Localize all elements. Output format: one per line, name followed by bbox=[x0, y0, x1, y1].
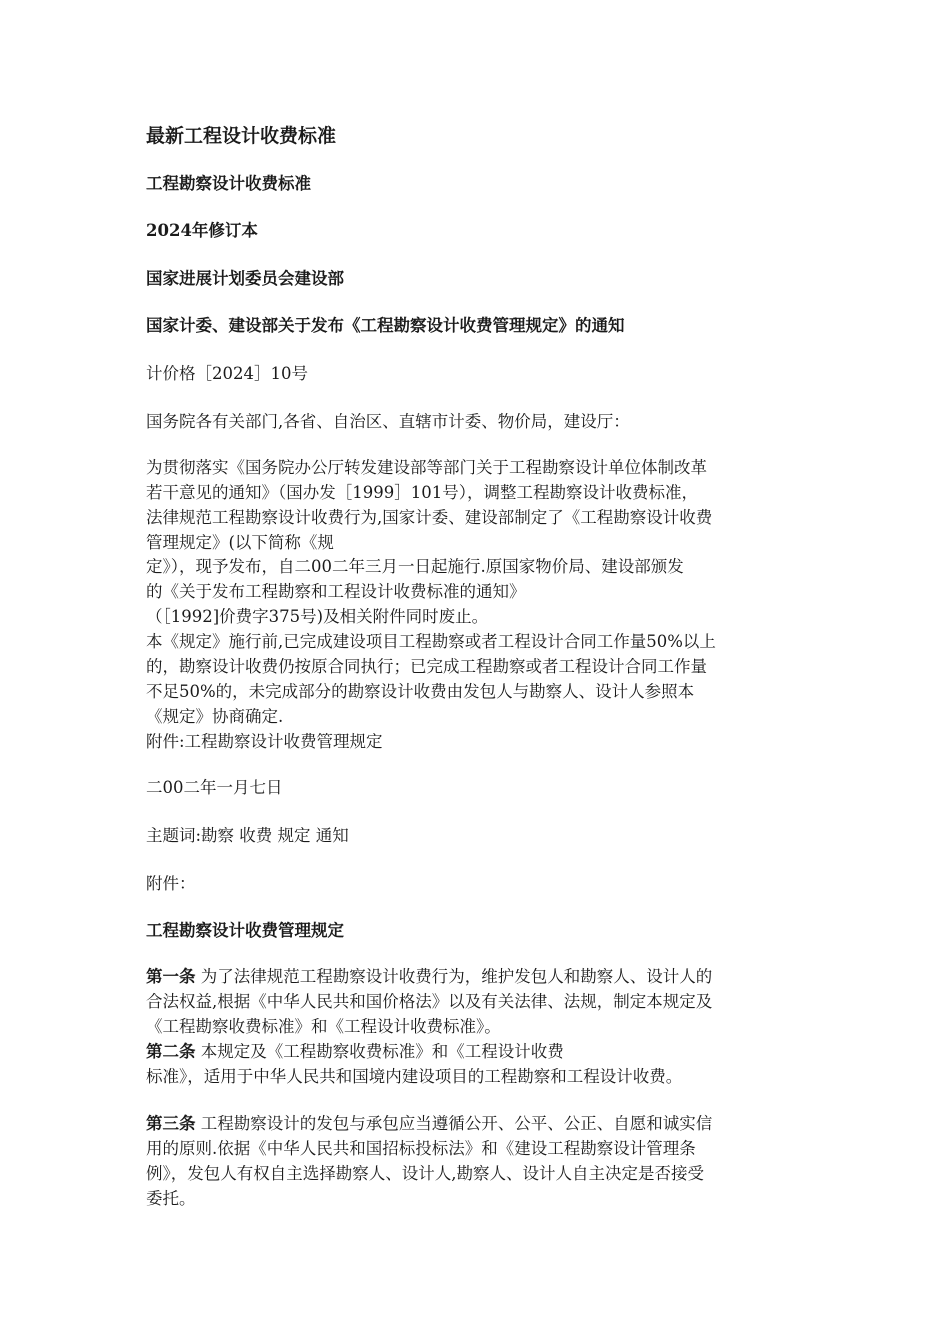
notice-body-line: 管理规定》(以下简称《规 bbox=[146, 533, 334, 552]
article-3-line: 例》，发包人有权自主选择勘察人、设计人,勘察人、设计人自主决定是否接受 bbox=[146, 1164, 704, 1183]
article-1-line bbox=[146, 965, 712, 989]
notice-body-line: 本《规定》施行前,已完成建设项目工程勘察或者工程设计合同工作量50%以上 bbox=[146, 632, 716, 651]
article-2-line: 标准》，适用于中华人民共和国境内建设项目的工程勘察和工程设计收费。 bbox=[146, 1067, 683, 1086]
notice-body-line: 的《关于发布工程勘察和工程设计收费标准的通知》 bbox=[146, 582, 526, 601]
notice-body-line: （［1992]价费字375号)及相关附件同时废止。 bbox=[146, 607, 489, 626]
regulation-title: 工程勘察设计收费管理规定 bbox=[146, 921, 344, 940]
article-text: 本规定及《工程勘察收费标准》和《工程设计收费 bbox=[195, 1042, 564, 1061]
subtitle: 工程勘察设计收费标准 bbox=[146, 174, 311, 193]
attachment-label: 附件： bbox=[146, 874, 196, 893]
article-3-line: 委托。 bbox=[146, 1189, 196, 1208]
notice-title: 国家计委、建设部关于发布《工程勘察设计收费管理规定》的通知 bbox=[146, 316, 625, 335]
notice-date: 二00二年一月七日 bbox=[146, 778, 283, 797]
article-3-line bbox=[146, 1112, 712, 1136]
article-text: 工程勘察设计的发包与承包应当遵循公开、公平、公正、自愿和诚实信 bbox=[195, 1114, 713, 1133]
keywords: 主题词:勘察 收费 规定 通知 bbox=[146, 826, 349, 845]
addressees: 国务院各有关部门,各省、自治区、直辖市计委、物价局，建设厅： bbox=[146, 412, 630, 431]
edition-label: 2024年修订本 bbox=[146, 221, 258, 240]
doc-number: 计价格［2024］10号 bbox=[146, 364, 308, 383]
notice-body-line: 的，勘察设计收费仍按原合同执行；已完成工程勘察或者工程设计合同工作量 bbox=[146, 657, 707, 676]
main-title: 最新工程设计收费标准 bbox=[146, 125, 337, 147]
article-1-line: 合法权益,根据《中华人民共和国价格法》以及有关法律、法规，制定本规定及 bbox=[146, 992, 713, 1011]
notice-body-line: 《规定》协商确定. bbox=[146, 707, 284, 726]
notice-body-line: 法律规范工程勘察设计收费行为,国家计委、建设部制定了《工程勘察设计收费 bbox=[146, 508, 713, 527]
attachment-reference: 附件:工程勘察设计收费管理规定 bbox=[146, 732, 383, 751]
notice-body-line: 为贯彻落实《国务院办公厅转发建设部等部门关于工程勘察设计单位体制改革 bbox=[146, 458, 707, 477]
article-text: 为了法律规范工程勘察设计收费行为，维护发包人和勘察人、设计人的 bbox=[195, 967, 713, 986]
article-3-line: 用的原则.依据《中华人民共和国招标投标法》和《建设工程勘察设计管理条 bbox=[146, 1139, 696, 1158]
issuer-label: 国家进展计划委员会建设部 bbox=[146, 269, 344, 288]
article-label: 第二条 bbox=[146, 1042, 196, 1061]
notice-body-line: 若干意见的通知》（国办发［1999］101号），调整工程勘察设计收费标准， bbox=[146, 483, 698, 502]
notice-body-line: 不足50%的，未完成部分的勘察设计收费由发包人与勘察人、设计人参照本 bbox=[146, 682, 695, 701]
article-label: 第一条 bbox=[146, 967, 196, 986]
notice-body-line: 定》），现予发布，自二00二年三月一日起施行.原国家物价局、建设部颁发 bbox=[146, 557, 684, 576]
article-1-line: 《工程勘察收费标准》和《工程设计收费标准》。 bbox=[146, 1017, 501, 1036]
article-label: 第三条 bbox=[146, 1114, 196, 1133]
article-2-line bbox=[146, 1040, 564, 1064]
